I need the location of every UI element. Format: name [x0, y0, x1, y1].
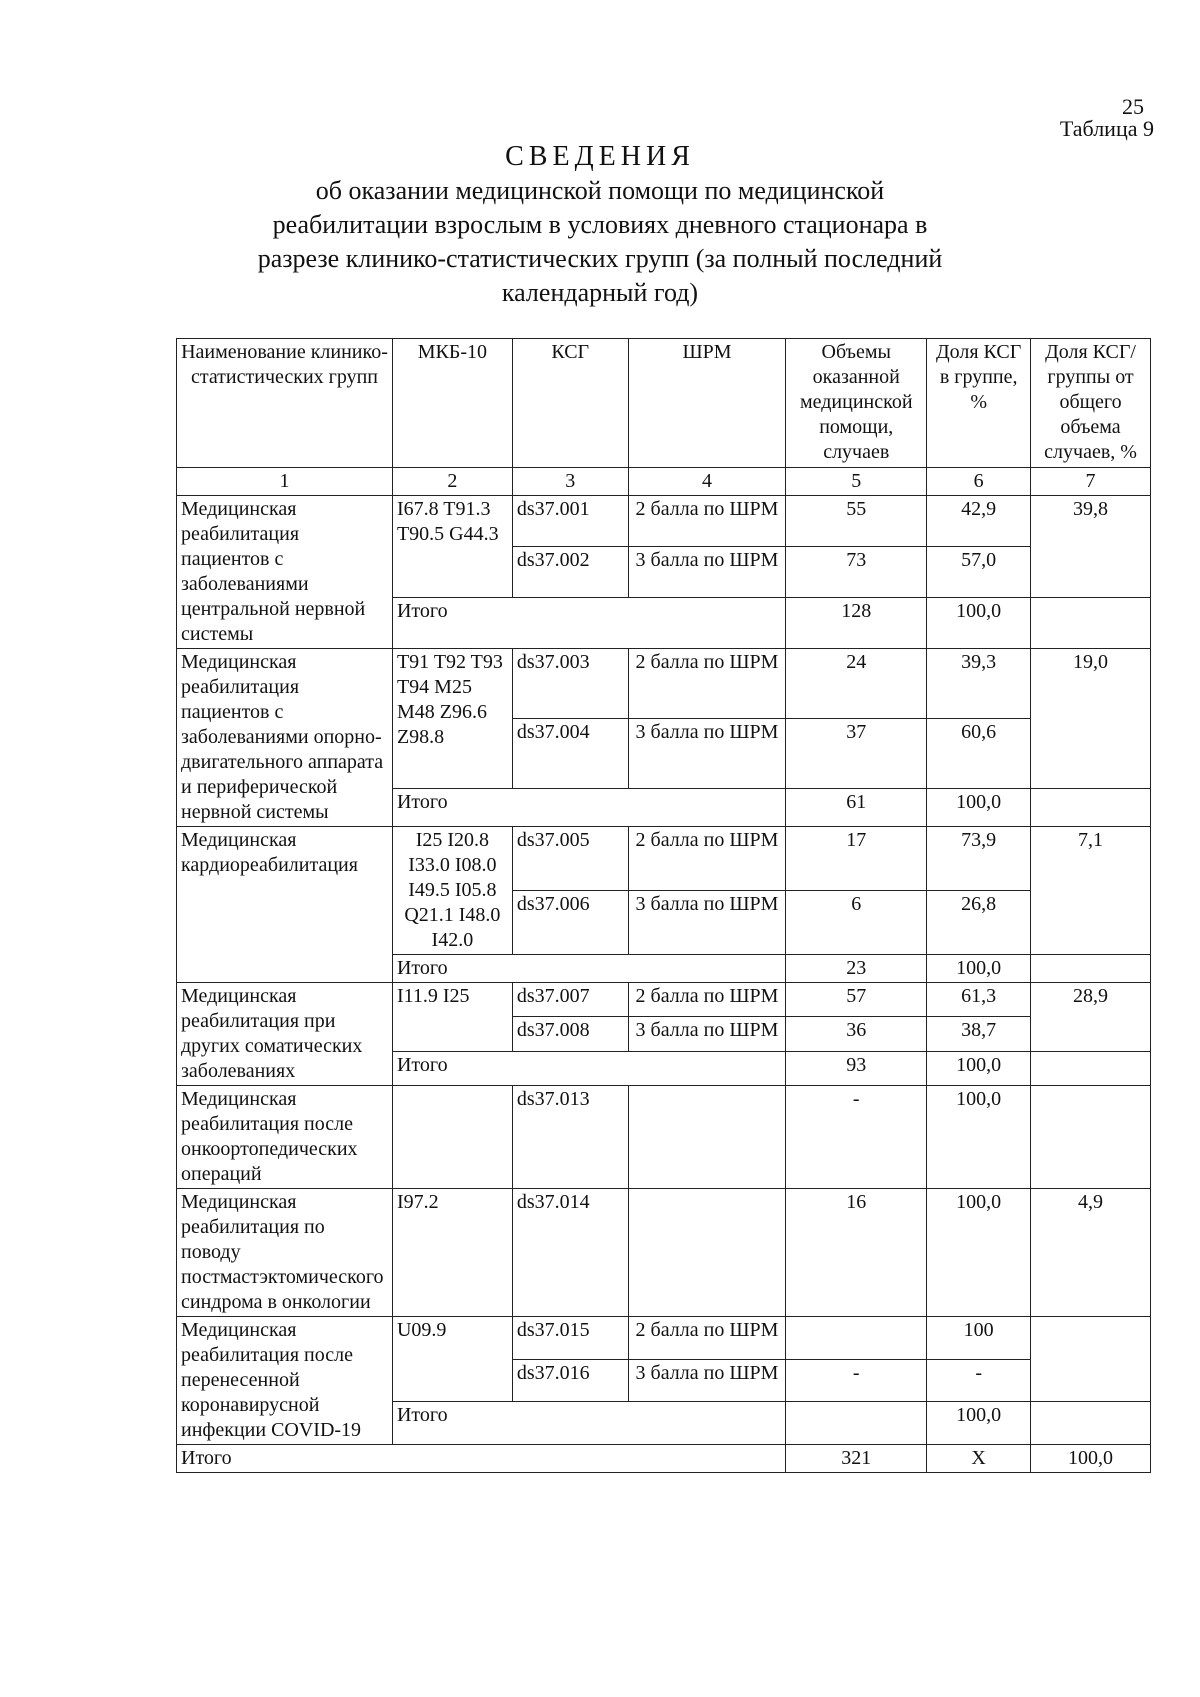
- share-value: 100,0: [927, 1189, 1031, 1317]
- volume-value: 16: [786, 1189, 927, 1317]
- share-value: 39,3: [927, 649, 1031, 719]
- group-name: Медицинская реабилитация пациентов с заболеваниями центральной нервной системы: [177, 496, 393, 649]
- shrm-value: 2 балла по ШРМ: [628, 1317, 786, 1360]
- empty-cell: [1031, 788, 1151, 826]
- ksg-code: ds37.004: [512, 718, 628, 788]
- shrm-value: 2 балла по ШРМ: [628, 827, 786, 891]
- grand-total-row: [177, 1445, 1151, 1473]
- share-total-value: 39,8: [1031, 496, 1151, 598]
- share-value: 42,9: [927, 496, 1031, 547]
- share-value: 73,9: [927, 827, 1031, 891]
- ksg-code: ds37.005: [512, 827, 628, 891]
- column-number: 5: [786, 468, 927, 496]
- column-number: 4: [628, 468, 786, 496]
- ksg-code: ds37.016: [512, 1359, 628, 1402]
- share-total-value: 4,9: [1031, 1189, 1151, 1317]
- mkb-codes: U09.9: [392, 1317, 512, 1402]
- title-subtitle: об оказании медицинской помощи по медицинской реабилитации взрослым в условиях дневного стационара в разрезе клинико-статистических групп (за полный последний календарный год): [257, 176, 943, 307]
- shrm-value: [628, 1189, 786, 1317]
- volume-value: -: [786, 1359, 927, 1402]
- mkb-codes: I67.8 T91.3 T90.5 G44.3: [392, 496, 512, 598]
- share-total-value: [1031, 1317, 1151, 1402]
- share-value: 61,3: [927, 983, 1031, 1017]
- subtotal-share: 100,0: [927, 955, 1031, 983]
- shrm-value: 3 балла по ШРМ: [628, 1359, 786, 1402]
- ksg-code: ds37.013: [512, 1086, 628, 1189]
- share-value: 100,0: [927, 1086, 1031, 1189]
- share-value: 26,8: [927, 891, 1031, 955]
- ksg-code: ds37.002: [512, 547, 628, 598]
- volume-value: 57: [786, 983, 927, 1017]
- header-cell: Доля КСГ в группе, %: [927, 339, 1031, 468]
- column-number: 3: [512, 468, 628, 496]
- volume-value: 6: [786, 891, 927, 955]
- header-cell: Доля КСГ/группы от общего объема случаев, %: [1031, 339, 1151, 468]
- volume-value: 17: [786, 827, 927, 891]
- ksg-code: ds37.008: [512, 1017, 628, 1051]
- volume-value: 73: [786, 547, 927, 598]
- header-cell: Объемы оказанной медицинской помощи, случаев: [786, 339, 927, 468]
- table-row: [177, 649, 1151, 719]
- header-cell: КСГ: [512, 339, 628, 468]
- shrm-value: 3 балла по ШРМ: [628, 718, 786, 788]
- group-name: Медицинская реабилитация после онкоортопедических операций: [177, 1086, 393, 1189]
- subtotal-share: 100,0: [927, 788, 1031, 826]
- ksg-code: ds37.014: [512, 1189, 628, 1317]
- shrm-value: 2 балла по ШРМ: [628, 983, 786, 1017]
- shrm-value: 2 балла по ШРМ: [628, 649, 786, 719]
- table-label: Таблица 9: [1059, 116, 1154, 141]
- table-row: [177, 496, 1151, 547]
- column-number: 7: [1031, 468, 1151, 496]
- empty-cell: [1031, 598, 1151, 649]
- share-value: 60,6: [927, 718, 1031, 788]
- column-number: 6: [927, 468, 1031, 496]
- empty-cell: [1031, 1402, 1151, 1445]
- share-value: 57,0: [927, 547, 1031, 598]
- table-row: [177, 1189, 1151, 1317]
- subtotal-share: 100,0: [927, 598, 1031, 649]
- column-number-row: [177, 468, 1151, 496]
- group-name: Медицинская реабилитация при других соматических заболеваниях: [177, 983, 393, 1086]
- table-row: [177, 1317, 1151, 1360]
- header-row: [177, 339, 1151, 468]
- header-cell: Наименование клинико-статистических групп: [177, 339, 393, 468]
- data-table: [176, 338, 1151, 1473]
- ksg-code: ds37.003: [512, 649, 628, 719]
- subtotal-label: Итого: [392, 1402, 785, 1445]
- mkb-codes: [392, 1086, 512, 1189]
- subtotal-label: Итого: [392, 955, 785, 983]
- group-name: Медицинская реабилитация пациентов с заболеваниями опорно-двигательного аппарата и периферической нервной системы: [177, 649, 393, 827]
- mkb-codes: T91 T92 T93 T94 M25 M48 Z96.6 Z98.8: [392, 649, 512, 789]
- ksg-code: ds37.001: [512, 496, 628, 547]
- page-number: 25: [1122, 94, 1144, 119]
- volume-value: 37: [786, 718, 927, 788]
- subtotal-volume: 61: [786, 788, 927, 826]
- ksg-code: ds37.007: [512, 983, 628, 1017]
- volume-value: 36: [786, 1017, 927, 1051]
- share-total-value: 19,0: [1031, 649, 1151, 789]
- mkb-codes: I97.2: [392, 1189, 512, 1317]
- shrm-value: 3 балла по ШРМ: [628, 547, 786, 598]
- share-value: -: [927, 1359, 1031, 1402]
- volume-value: 55: [786, 496, 927, 547]
- grand-total-share: X: [927, 1445, 1031, 1473]
- subtotal-volume: 23: [786, 955, 927, 983]
- subtotal-share: 100,0: [927, 1051, 1031, 1085]
- grand-total-label: Итого: [177, 1445, 786, 1473]
- ksg-code: ds37.015: [512, 1317, 628, 1360]
- grand-total-share-total: 100,0: [1031, 1445, 1151, 1473]
- mkb-codes: I25 I20.8 I33.0 I08.0 I49.5 I05.8 Q21.1 I48.0 I42.0: [392, 827, 512, 955]
- column-number: 2: [392, 468, 512, 496]
- group-name: Медицинская кардиореабилитация: [177, 827, 393, 983]
- share-total-value: 28,9: [1031, 983, 1151, 1052]
- share-value: 38,7: [927, 1017, 1031, 1051]
- table-row: [177, 1086, 1151, 1189]
- header-cell: ШРМ: [628, 339, 786, 468]
- subtotal-label: Итого: [392, 598, 785, 649]
- subtotal-volume: 128: [786, 598, 927, 649]
- ksg-code: ds37.006: [512, 891, 628, 955]
- subtotal-label: Итого: [392, 788, 785, 826]
- column-number: 1: [177, 468, 393, 496]
- share-total-value: [1031, 1086, 1151, 1189]
- grand-total-volume: 321: [786, 1445, 927, 1473]
- subtotal-volume: 93: [786, 1051, 927, 1085]
- title-main: СВЕДЕНИЯ: [505, 141, 695, 172]
- mkb-codes: I11.9 I25: [392, 983, 512, 1052]
- volume-value: [786, 1317, 927, 1360]
- document-title: [200, 140, 1000, 310]
- table-row: [177, 983, 1151, 1017]
- subtotal-label: Итого: [392, 1051, 785, 1085]
- subtotal-share: 100,0: [927, 1402, 1031, 1445]
- share-total-value: 7,1: [1031, 827, 1151, 955]
- empty-cell: [1031, 955, 1151, 983]
- volume-value: 24: [786, 649, 927, 719]
- subtotal-volume: [786, 1402, 927, 1445]
- shrm-value: 2 балла по ШРМ: [628, 496, 786, 547]
- shrm-value: 3 балла по ШРМ: [628, 891, 786, 955]
- volume-value: -: [786, 1086, 927, 1189]
- table-row: [177, 827, 1151, 891]
- group-name: Медицинская реабилитация по поводу постмастэктомического синдрома в онкологии: [177, 1189, 393, 1317]
- shrm-value: [628, 1086, 786, 1189]
- share-value: 100: [927, 1317, 1031, 1360]
- group-name: Медицинская реабилитация после перенесенной коронавирусной инфекции COVID-19: [177, 1317, 393, 1445]
- empty-cell: [1031, 1051, 1151, 1085]
- header-cell: МКБ-10: [392, 339, 512, 468]
- shrm-value: 3 балла по ШРМ: [628, 1017, 786, 1051]
